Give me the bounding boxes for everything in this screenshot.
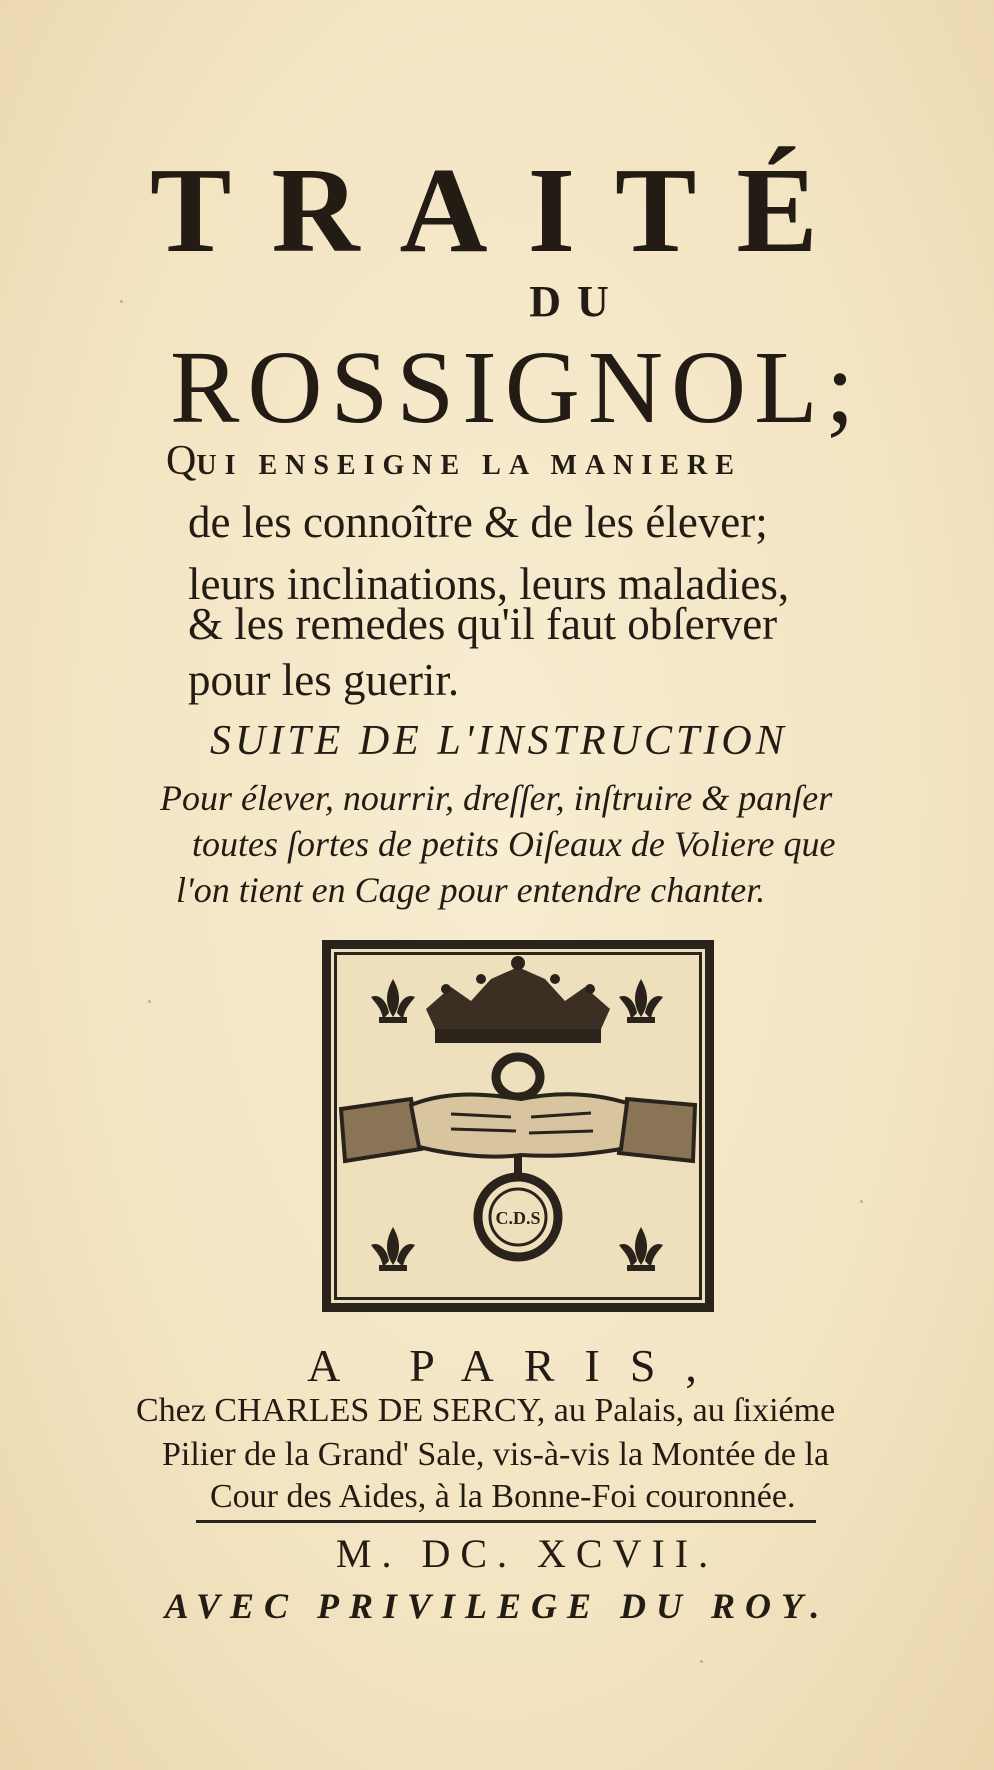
clasped-hands-icon: [341, 1094, 695, 1161]
ring-icon: [496, 1057, 540, 1097]
suite-line: toutes ſortes de petits Oiſeaux de Voliere que: [192, 824, 836, 864]
printer-device-woodcut: [322, 940, 714, 1312]
subtitle-line: leurs inclinations, leurs maladies,: [188, 559, 790, 609]
paper-speck: [148, 1000, 151, 1003]
royal-privilege: AVEC PRIVILEGE DU ROY.: [164, 1586, 830, 1626]
imprint-city: A PARIS,: [307, 1340, 727, 1391]
imprint-line: Pilier de la Grand' Sale, vis-à-vis la Montée de la: [162, 1436, 830, 1473]
fleur-de-lis-icon: [619, 1227, 663, 1271]
drop-initial: Q: [166, 438, 197, 484]
paper-speck: [700, 1660, 703, 1663]
subtitle-first-line: [166, 440, 742, 482]
suite-line: Pour élever, nourrir, dreſſer, inſtruire & panſer: [160, 778, 833, 818]
seal-ring-icon: [478, 1154, 558, 1257]
main-title: TRAITÉ: [150, 143, 858, 278]
imprint-line: Chez CHARLES DE SERCY, au Palais, au ſixiéme: [136, 1392, 836, 1429]
small-caps-text: UI ENSEIGNE LA MANIERE: [196, 450, 742, 481]
paper-speck: [860, 1200, 863, 1203]
imprint-rule: [196, 1520, 816, 1523]
fleur-de-lis-icon: [371, 979, 415, 1023]
subtitle-line: pour les guerir.: [188, 655, 460, 705]
suite-heading: SUITE DE L'INSTRUCTION: [210, 718, 788, 764]
imprint-line: Cour des Aides, à la Bonne-Foi couronnée.: [210, 1478, 796, 1515]
crown-icon: [426, 956, 610, 1043]
fleur-de-lis-icon: [619, 979, 663, 1023]
subtitle-line: & les remedes qu'il faut obſerver: [188, 599, 778, 649]
title-subject: ROSSIGNOL;: [170, 330, 863, 445]
seal-monogram: C.D.S: [495, 1208, 541, 1228]
printer-device-emblem: [331, 949, 705, 1303]
imprint-date: M. DC. XCVII.: [335, 1531, 719, 1576]
suite-line: l'on tient en Cage pour entendre chanter.: [176, 870, 766, 910]
fleur-de-lis-icon: [371, 1227, 415, 1271]
subtitle-line: de les connoître & de les élever;: [188, 497, 768, 547]
title-connector: DU: [529, 277, 625, 326]
